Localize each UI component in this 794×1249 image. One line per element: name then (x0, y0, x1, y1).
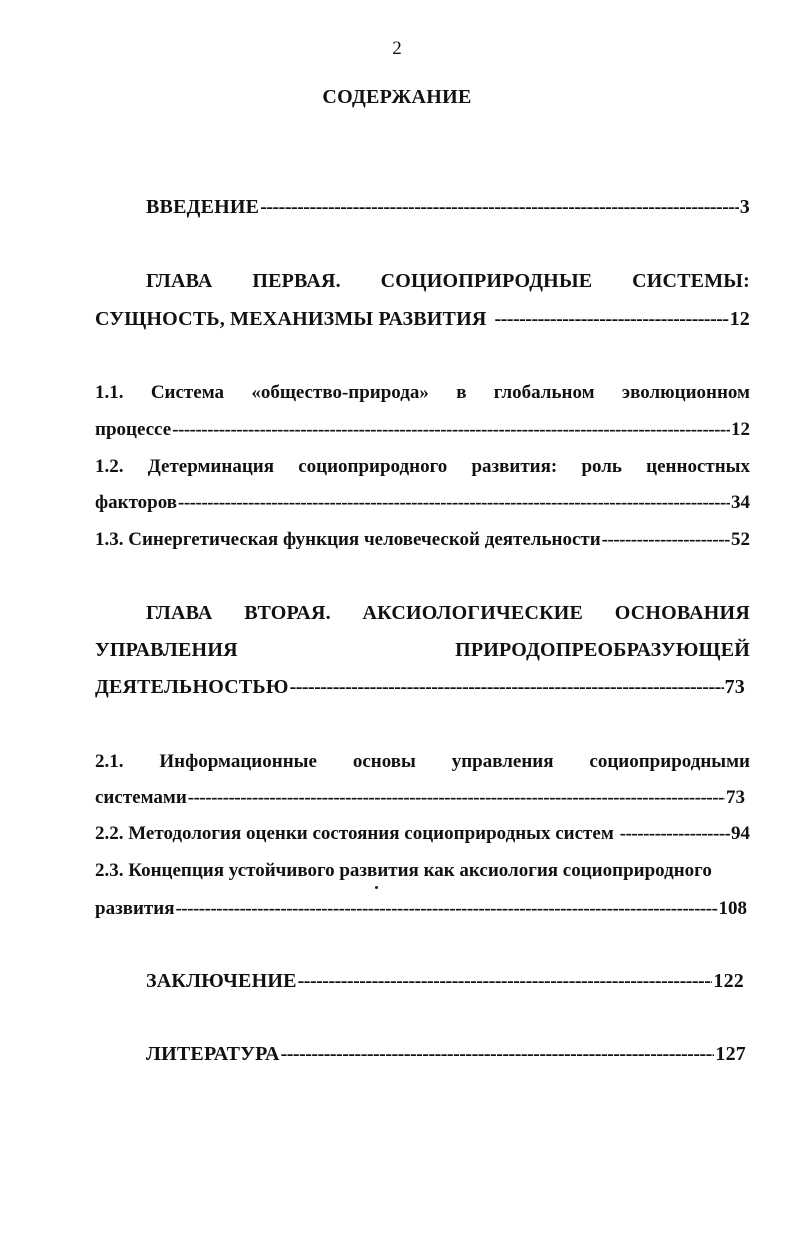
toc-intro-label: ВВЕДЕНИЕ (146, 196, 260, 218)
toc-section-page: 108 (718, 898, 747, 919)
leader-dots (494, 308, 728, 331)
toc-section-1-3 (95, 529, 750, 551)
toc-chapter2-page: 73 (724, 676, 745, 698)
word: ГЛАВА (146, 270, 213, 292)
toc-section-page: 73 (726, 787, 745, 808)
toc-section-label: 1.3. Синергетическая функция человеческой деятельности (95, 529, 601, 550)
word: 1.2. (95, 456, 124, 477)
toc-chapter2-line2 (95, 639, 750, 662)
leader-dots (260, 196, 739, 219)
leader-dots (281, 1043, 715, 1066)
word: 1.1. (95, 382, 124, 403)
toc-section-2-3-line2 (95, 898, 747, 920)
toc-section-1-2-line1 (95, 456, 750, 478)
leader-dots (178, 492, 730, 514)
word: ПЕРВАЯ. (252, 270, 341, 292)
word: Детерминация (147, 456, 274, 477)
toc-chapter1-page: 12 (729, 308, 750, 330)
toc-section-1-1-line2 (95, 419, 750, 441)
toc-chapter1-label: СУЩНОСТЬ, МЕХАНИЗМЫ РАЗВИТИЯ (95, 308, 487, 330)
page-title: СОДЕРЖАНИЕ (322, 86, 472, 108)
word: «общество-природа» (251, 382, 429, 403)
word: ценностных (646, 456, 750, 477)
word: развития: (471, 456, 558, 477)
leader-dots (175, 898, 717, 920)
word: Информационные (159, 751, 317, 772)
word: СИСТЕМЫ: (632, 270, 750, 292)
toc-entry-conclusion (146, 970, 744, 993)
toc-section-1-2-line2 (95, 492, 750, 514)
toc-entry-intro (146, 196, 750, 219)
toc-conclusion-label: ЗАКЛЮЧЕНИЕ (146, 970, 297, 992)
word: роль (581, 456, 622, 477)
word: глобальном (493, 382, 595, 403)
leader-dots (602, 529, 730, 551)
word: Система (150, 382, 225, 403)
word: 2.1. (95, 751, 124, 772)
speck (375, 886, 378, 889)
word: ГЛАВА (146, 602, 213, 624)
toc-section-2-2 (95, 823, 750, 845)
toc-section-label: процессе (95, 419, 172, 440)
toc-section-page: 12 (731, 419, 750, 440)
toc-conclusion-page: 122 (713, 970, 744, 992)
toc-section-page: 52 (731, 529, 750, 550)
leader-dots (298, 970, 713, 993)
word: ПРИРОДОПРЕОБРАЗУЮЩЕЙ (455, 639, 750, 661)
toc-intro-page: 3 (739, 196, 750, 218)
toc-section-2-1-line2 (95, 787, 745, 809)
word: основы (352, 751, 416, 772)
word: СОЦИОПРИРОДНЫЕ (380, 270, 593, 292)
word: управления (451, 751, 554, 772)
toc-chapter2-label: ДЕЯТЕЛЬНОСТЬЮ (95, 676, 289, 698)
leader-dots (290, 676, 724, 699)
toc-section-label: системами (95, 787, 187, 808)
word: социоприродного (298, 456, 448, 477)
toc-section-label: развития (95, 898, 175, 919)
toc-chapter1-line1 (146, 270, 750, 293)
toc-section-label: факторов (95, 492, 178, 513)
toc-entry-literature (146, 1043, 746, 1066)
word: ВТОРАЯ. (244, 602, 331, 624)
toc-chapter2-line3 (95, 676, 745, 699)
page-number: 2 (392, 38, 402, 59)
word: АКСИОЛОГИЧЕСКИЕ (362, 602, 584, 624)
leader-dots (188, 787, 725, 809)
toc-section-page: 34 (731, 492, 750, 513)
toc-section-1-1-line1 (95, 382, 750, 404)
word: УПРАВЛЕНИЯ (95, 639, 238, 661)
toc-section-2-3-line1: 2.3. Концепция устойчивого развития как аксиология социоприродного (95, 860, 712, 881)
word: ОСНОВАНИЯ (614, 602, 750, 624)
toc-literature-label: ЛИТЕРАТУРА (146, 1043, 280, 1065)
word: эволюционном (621, 382, 750, 403)
toc-section-2-1-line1 (95, 751, 750, 773)
leader-dots (620, 823, 730, 845)
toc-chapter2-line1 (146, 602, 750, 625)
toc-chapter1-line2 (95, 308, 750, 331)
toc-literature-page: 127 (715, 1043, 746, 1065)
toc-section-page: 94 (731, 823, 750, 844)
word: в (456, 382, 467, 403)
leader-dots (172, 419, 730, 441)
word: социоприродными (589, 751, 750, 772)
toc-section-label: 2.2. Методология оценки состояния социоприродных систем (95, 823, 614, 844)
